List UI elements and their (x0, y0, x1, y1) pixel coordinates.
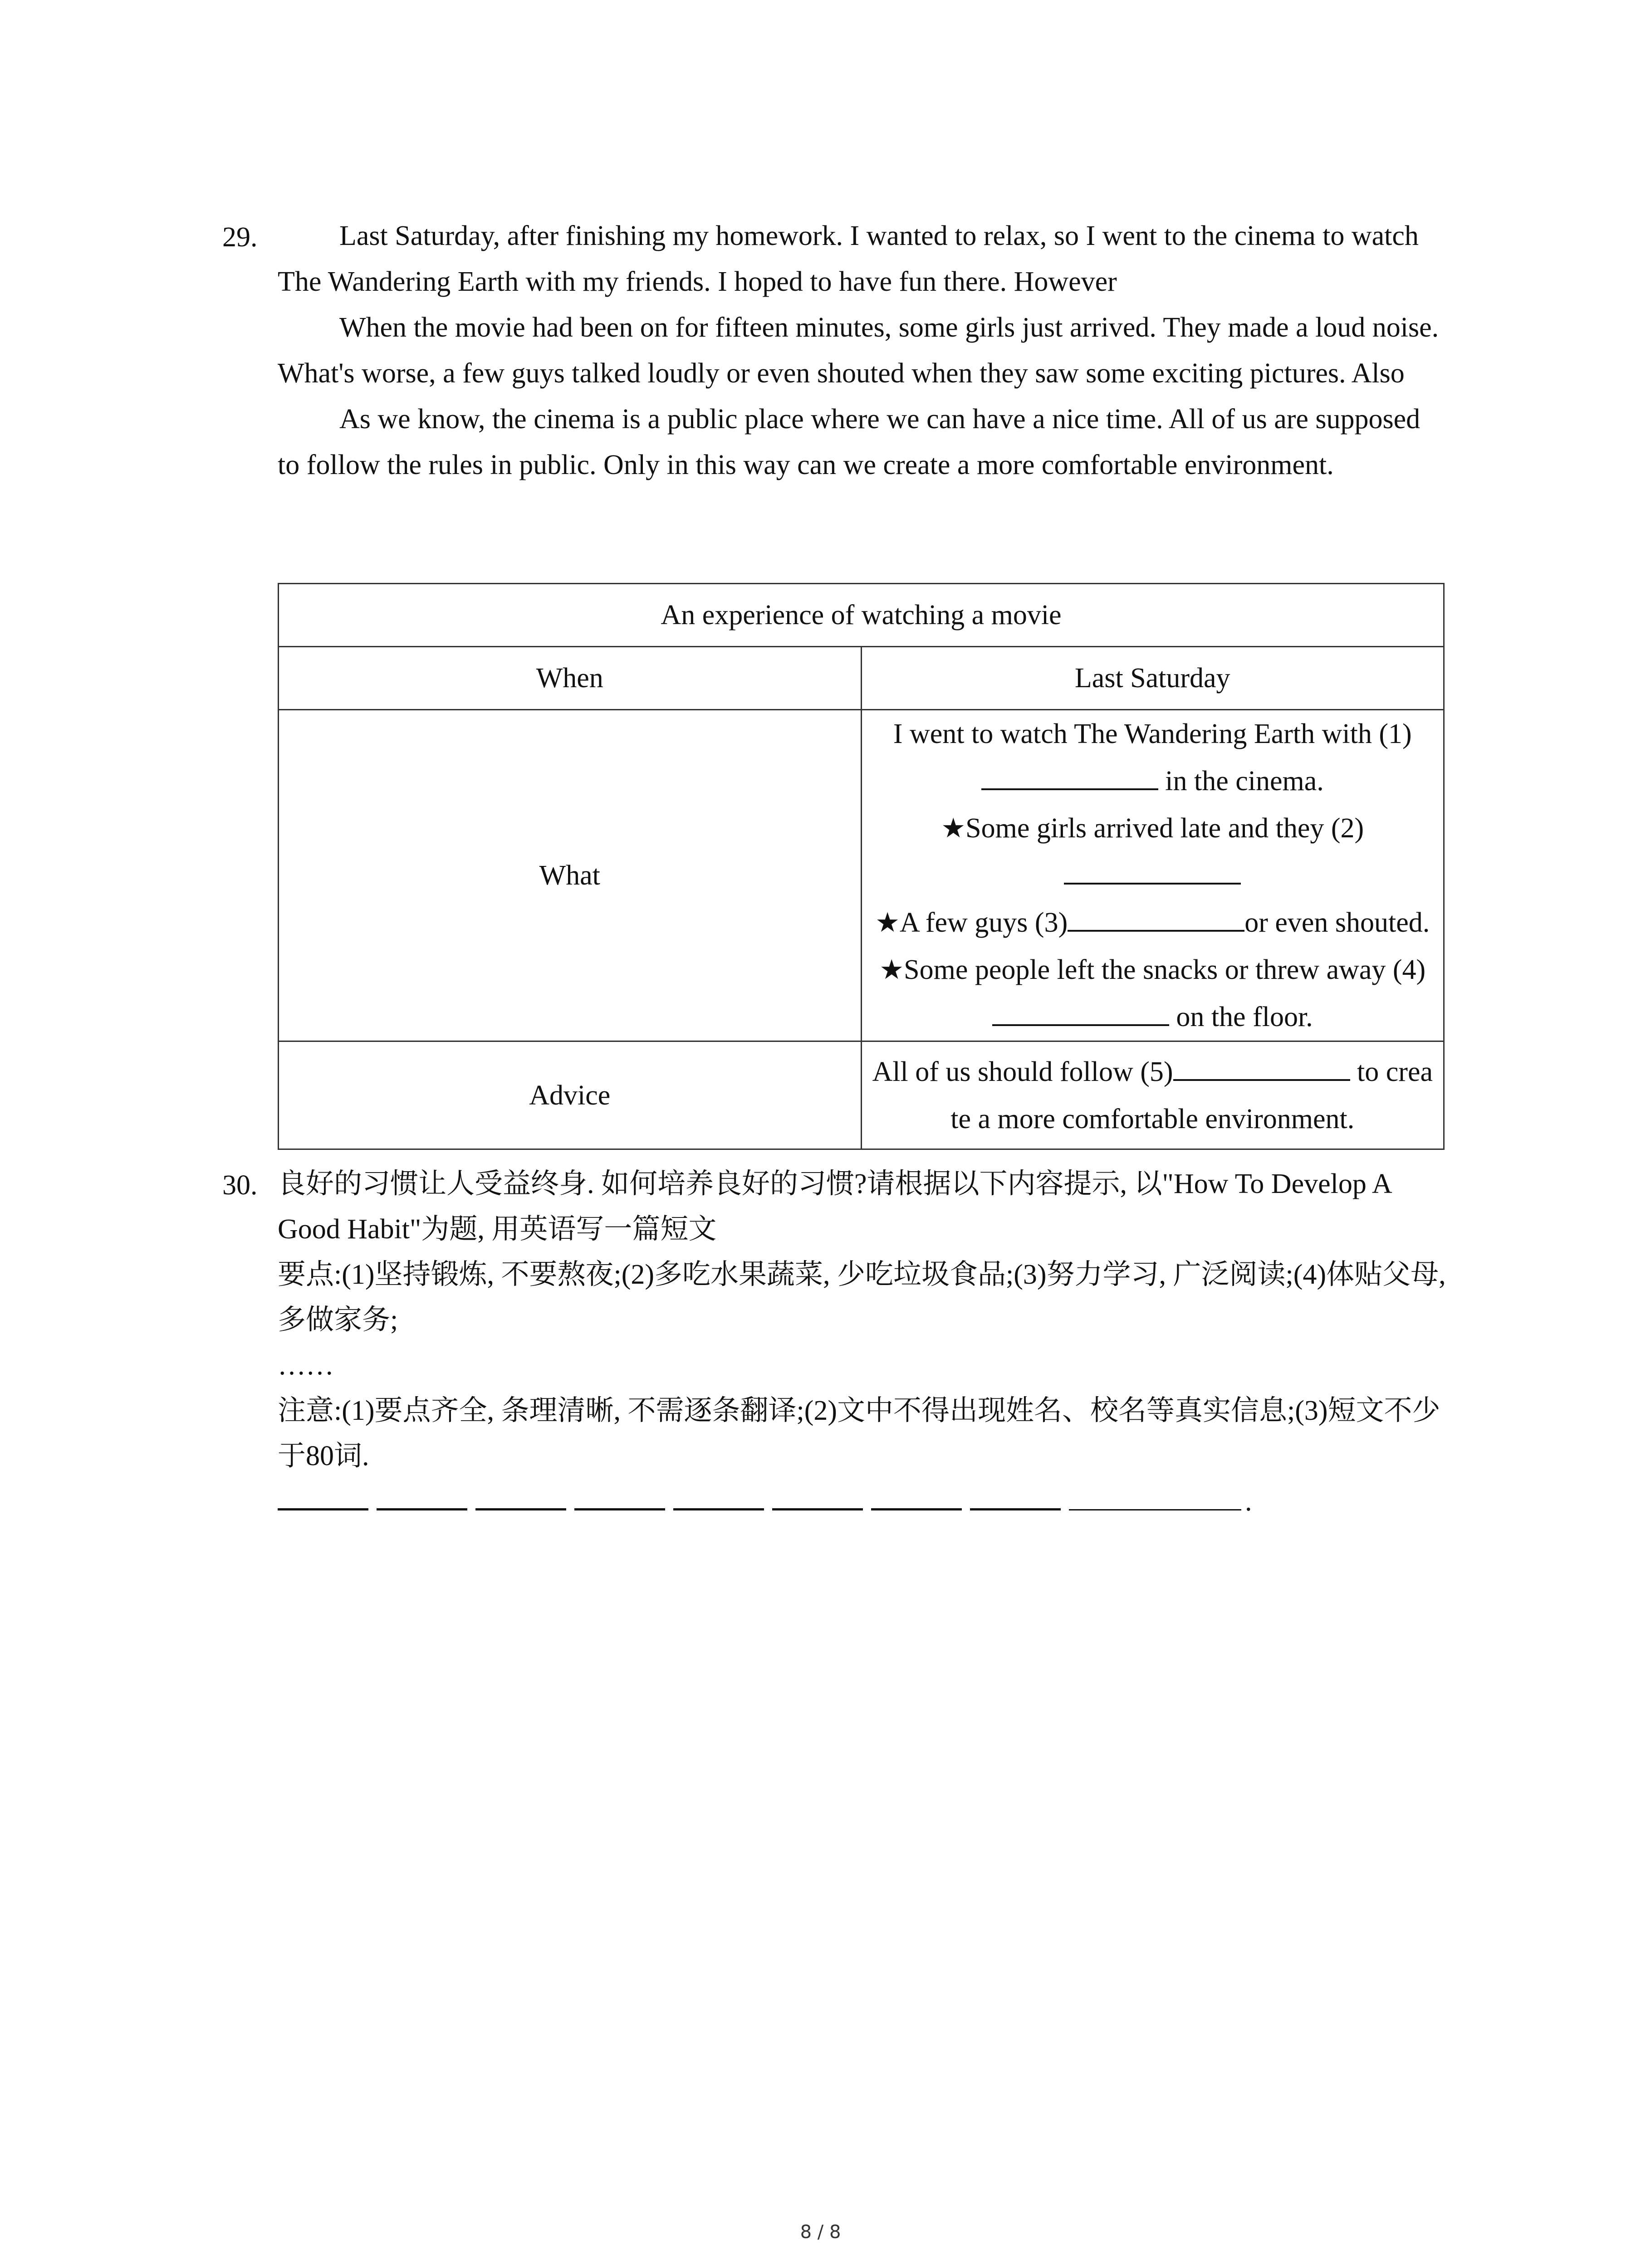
answer-line[interactable] (278, 1486, 1252, 1517)
line-text: Some people left the snacks or threw away (4) (904, 954, 1426, 985)
answer-segment[interactable] (970, 1504, 1061, 1510)
advice-text: to create a more comfortable environment. (950, 1056, 1433, 1134)
table-title: An experience of watching a movie (279, 584, 1444, 647)
blank-4[interactable] (992, 998, 1169, 1026)
answer-segment[interactable] (673, 1504, 764, 1510)
star-icon: ★ (941, 812, 966, 844)
what-label: What (279, 710, 862, 1041)
blank-1[interactable] (981, 762, 1158, 790)
question-number: 29. (222, 222, 258, 253)
paragraph-1: Last Saturday, after finishing my homework. I wanted to relax, so I went to the cinema to watch The Wandering Earth with my friends. I hoped to have fun there. However (278, 220, 1419, 297)
ellipsis: …… (278, 1350, 334, 1381)
page-number: 8 / 8 (800, 2222, 841, 2243)
notes: 注意:(1)要点齐全, 条理清晰, 不需逐条翻译;(2)文中不得出现姓名、校名等真实信息;(3)短文不少于80词. (278, 1395, 1440, 1471)
what-cell (861, 710, 1444, 1041)
line-text: on the floor. (1169, 1002, 1313, 1032)
star-icon: ★ (875, 907, 900, 938)
advice-cell (861, 1041, 1444, 1149)
answer-segment[interactable] (574, 1504, 665, 1510)
what-line-3 (870, 899, 1435, 946)
advice-label: Advice (279, 1041, 862, 1149)
question-number: 30. (222, 1170, 258, 1201)
what-line-1 (870, 710, 1435, 805)
passage (278, 213, 1448, 488)
advice-text: All of us should follow (5) (872, 1056, 1173, 1087)
what-line-2 (870, 805, 1435, 899)
end-mark: . (1245, 1486, 1252, 1517)
line-text: A few guys (3) (900, 907, 1068, 938)
blank-2[interactable] (1064, 856, 1241, 885)
paragraph-3: As we know, the cinema is a public place where we can have a nice time. All of us are supposed to follow the rules in public. Only in this way can we create a more comfortable environment. (278, 404, 1421, 480)
answer-segment[interactable] (772, 1504, 863, 1510)
blank-3[interactable] (1068, 904, 1244, 932)
answer-segment[interactable] (1069, 1505, 1241, 1510)
line-text: in the cinema. (1158, 766, 1324, 797)
answer-segment[interactable] (475, 1504, 566, 1510)
experience-table (278, 583, 1445, 1150)
star-icon: ★ (879, 954, 904, 986)
prompt-line: 良好的习惯让人受益终身. 如何培养良好的习惯?请根据以下内容提示, 以"How To Develop A Good Habit"为题, 用英语写一篇短文 (278, 1168, 1391, 1245)
writing-prompt (278, 1161, 1448, 1479)
line-text: I went to watch The Wandering Earth with (1) (893, 719, 1412, 749)
line-text: Some girls arrived late and they (2) (965, 813, 1364, 844)
when-label: When (279, 647, 862, 710)
blank-5[interactable] (1173, 1053, 1350, 1081)
what-line-4 (870, 946, 1435, 1041)
line-text: or even shouted. (1244, 907, 1430, 938)
key-points: 要点:(1)坚持锻炼, 不要熬夜;(2)多吃水果蔬菜, 少吃垃圾食品;(3)努力学习, 广泛阅读;(4)体贴父母, 多做家务; (278, 1259, 1446, 1335)
answer-segment[interactable] (871, 1504, 962, 1510)
when-value: Last Saturday (861, 647, 1444, 710)
paragraph-2: When the movie had been on for fifteen minutes, some girls just arrived. They made a loud noise. What's worse, a few guys talked loudly or even shouted when they saw some exciting pictures. Also (278, 312, 1439, 389)
answer-segment[interactable] (377, 1504, 467, 1510)
answer-segment[interactable] (278, 1504, 368, 1510)
